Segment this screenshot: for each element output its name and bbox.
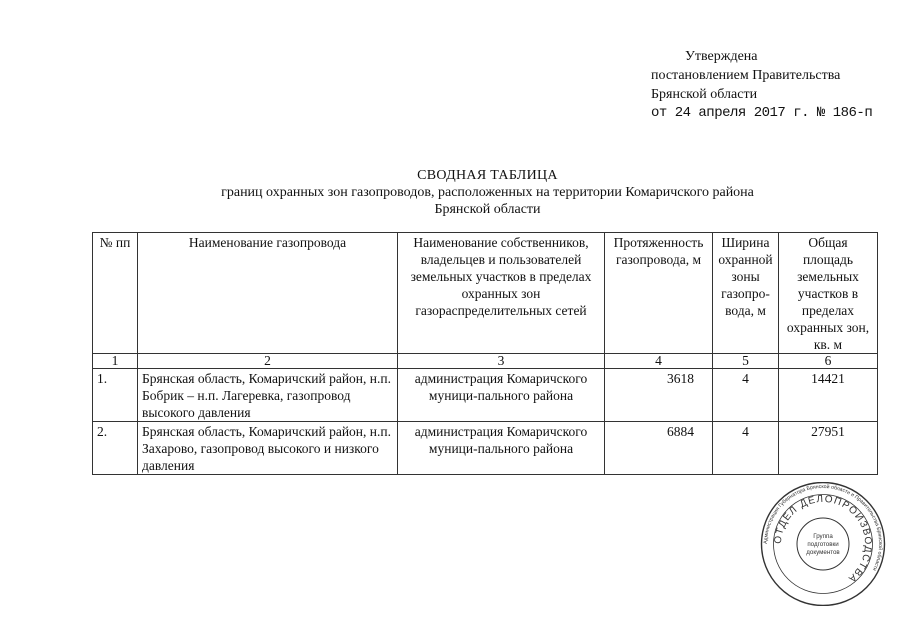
stamp-center-text	[806, 533, 840, 556]
table-header-row	[93, 233, 878, 354]
row-length: 6884	[605, 422, 713, 475]
stamp-center-line-1: Группа	[813, 533, 833, 540]
header-length: Протяженность газопровода, м	[605, 233, 713, 354]
row-zone-width: 4	[713, 422, 779, 475]
column-number-2: 2	[138, 354, 398, 369]
summary-table	[92, 232, 878, 475]
approval-line-4: от 24 апреля 2017 г. № 186-п	[651, 105, 873, 121]
table-column-numbers-row	[93, 354, 878, 369]
row-length: 3618	[605, 369, 713, 422]
approval-line-3: Брянской области	[651, 87, 758, 102]
row-owner: администрация Комаричского муници-пального района	[398, 422, 605, 475]
header-pipeline-name: Наименование газопровода	[138, 233, 398, 354]
header-owners: Наименование собственников, владельцев и пользователей земельных участков в пределах охранных зон газораспределительных сетей	[398, 233, 605, 354]
row-pipeline-name: Брянская область, Комаричский район, н.п. Бобрик – н.п. Лагеревка, газопровод высокого давления	[138, 369, 398, 422]
header-total-area: Общая площадь земельных участков в пределах охранных зон, кв. м	[779, 233, 878, 354]
stamp-outer-text: Администрация Губернатора Брянской области и Правительства Брянской области	[762, 483, 884, 572]
header-zone-width: Ширина охранной зоны газопро-вода, м	[713, 233, 779, 354]
row-owner: администрация Комаричского муници-пального района	[398, 369, 605, 422]
approval-line-2: постановлением Правительства	[651, 68, 841, 83]
document-heading	[0, 167, 905, 218]
approval-line-1: Утверждена	[685, 49, 758, 64]
row-pipeline-name: Брянская область, Комаричский район, н.п. Захарово, газопровод высокого и низкого давления	[138, 422, 398, 475]
column-number-5: 5	[713, 354, 779, 369]
row-area: 14421	[779, 369, 878, 422]
official-stamp	[760, 482, 886, 606]
stamp-center-line-3: документов	[806, 549, 840, 556]
document-subtitle-2: Брянской области	[434, 202, 541, 217]
row-zone-width: 4	[713, 369, 779, 422]
table-row	[93, 369, 878, 422]
column-number-3: 3	[398, 354, 605, 369]
stamp-center-line-2: подготовки	[807, 541, 839, 548]
approval-block	[651, 47, 872, 123]
stamp-middle-text: ОТДЕЛ ДЕЛОПРОИЗВОДСТВА	[772, 493, 874, 585]
column-number-6: 6	[779, 354, 878, 369]
table-row	[93, 422, 878, 475]
row-num: 1.	[93, 369, 138, 422]
column-number-1: 1	[93, 354, 138, 369]
header-num: № пп	[93, 233, 138, 354]
document-title: СВОДНАЯ ТАБЛИЦА	[417, 168, 558, 183]
row-area: 27951	[779, 422, 878, 475]
row-num: 2.	[93, 422, 138, 475]
column-number-4: 4	[605, 354, 713, 369]
document-subtitle-1: границ охранных зон газопроводов, расположенных на территории Комаричского района	[221, 185, 754, 200]
